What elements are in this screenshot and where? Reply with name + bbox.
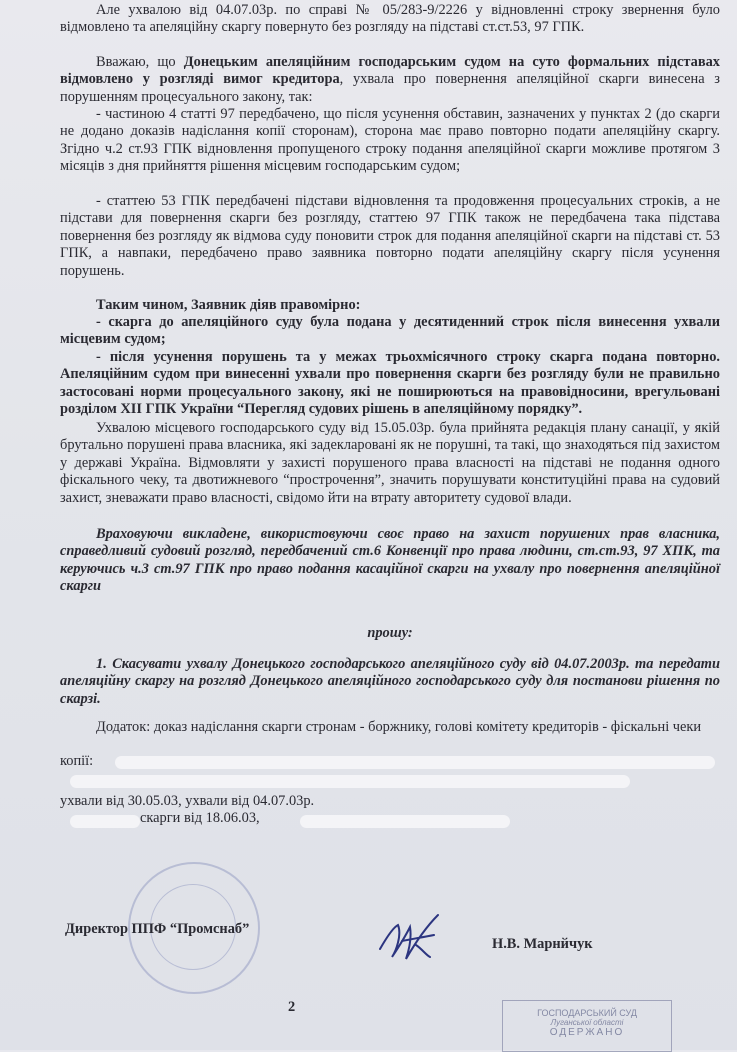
list-item-article-53: - статтею 53 ГПК передбачені підстави відновлення та продовження процесуальних строків, а не підстави для повернення скарги без розгляду, статтею 97 ГПК також не передбачена така підстава повернення без розгляду як відмова суду поновити строк для подання апеляційної скарги на підставі ст. 53 ГПК, а навпаки, передбачено право заявника повторно подати апеляційну скаргу після усунення порушень. [60,193,720,279]
paragraph-considering: Враховуючи викладене, використовуючи своє право на захист порушених прав власника, справедливий судовий розгляд, передбачений ст.6 Конвенції про права людини, ст.ст.93, 97 ХПК, та керуючись ч.3 ст.97 ГПК про право подання касаційної скарги на ухвалу про повернення апеляційної скарги [60,526,720,595]
court-received-stamp: ГОСПОДАРСЬКИЙ СУД Луганської області ОДЕРЖАНО [502,1000,672,1052]
page-number: 2 [288,999,296,1015]
handwritten-signature [372,905,462,965]
paragraph-court-refused: Вважаю, що Донецьким апеляційним господарським судом на суто формальних підставах відмовлено у розгляді вимог кредитора, ухвала про повернення апеляційної скарги винесена з порушенням процесуального закону, так: [60,54,720,105]
copies-line-3: скарги від 18.06.03, [140,810,260,826]
list-item-article-97: - частиною 4 статті 97 передбачено, що після усунення обставин, зазначених у пунктах 2 (до скарги не додано доказів надіслання копії сторонам), сторона має право повторно подати апеляційну скаргу. Згідно ч.2 ст.93 ГПК відновлення пропущеного строку подання апеляційної скарги можливе протягом 3 місяців з дня прийняття рішення місцевим господарським судом; [60,106,720,175]
redaction-mark [115,756,715,769]
signature-position: Директор ППФ “Промснаб” [65,921,250,937]
copies-line-2: ухвали від 30.05.03, ухвали від 04.07.03р. [60,793,315,809]
request-item-1: 1. Скасувати ухвалу Донецького господарського апеляційного суду від 04.07.2003р. та передати апеляційну скаргу на розгляд Донецького апеляційного господарського суду для постанови рішення по скарзі. [60,656,720,707]
copies-label: копії: [60,753,94,769]
paragraph-appeal-returned: Але ухвалою від 04.07.03р. по справі № 05/283-9/2226 у відновленні строку звернення було відмовлено та апеляційну скаргу повернуто без розгляду на підставі ст.ст.53, 97 ГПК. [60,2,720,36]
conclusion-line-1: - скарга до апеляційного суду була подана у десятиденний строк після винесення ухвали місцевим судом; [60,314,720,348]
redaction-mark [300,815,510,828]
request-heading: прошу: [367,625,413,641]
redaction-mark [70,815,140,828]
conclusion-line-2: - після усунення порушень та у межах трьохмісячного строку скарга подана повторно. Апеляційним судом при винесенні ухвали про повернення скарги без розгляду були не правильно застосовані норми процесуального закону, які не поширюються на правовідносини, врегульовані розділом XII ГПК України “Перегляд судових рішень в апеляційному порядку”. [60,349,720,418]
paragraph-local-court: Ухвалою місцевого господарського суду від 15.05.03р. була прийнята редакція плану санації, у якій брутально порушені права власника, які задекларовані як не порушні, та такі, що знаходяться під захистом у державі Україна. Відмовляти у захисті порушеного права власності на підставі не подання одного фіскального чеку, та двотижневого “прострочення”, значить порушувати конституційні права на судовий захист, зневажати право власності, свідомо йти на втрату авторитету судової влади. [60,420,720,506]
conclusion-heading: Таким чином, Заявник діяв правомірно: [96,297,361,313]
redaction-mark [70,775,630,788]
attachment-text: Додаток: доказ надіслання скарги стронам - боржнику, голові комітету кредиторів - фіскальні чеки [96,719,702,735]
signature-name: Н.В. Марнйчук [492,936,593,952]
